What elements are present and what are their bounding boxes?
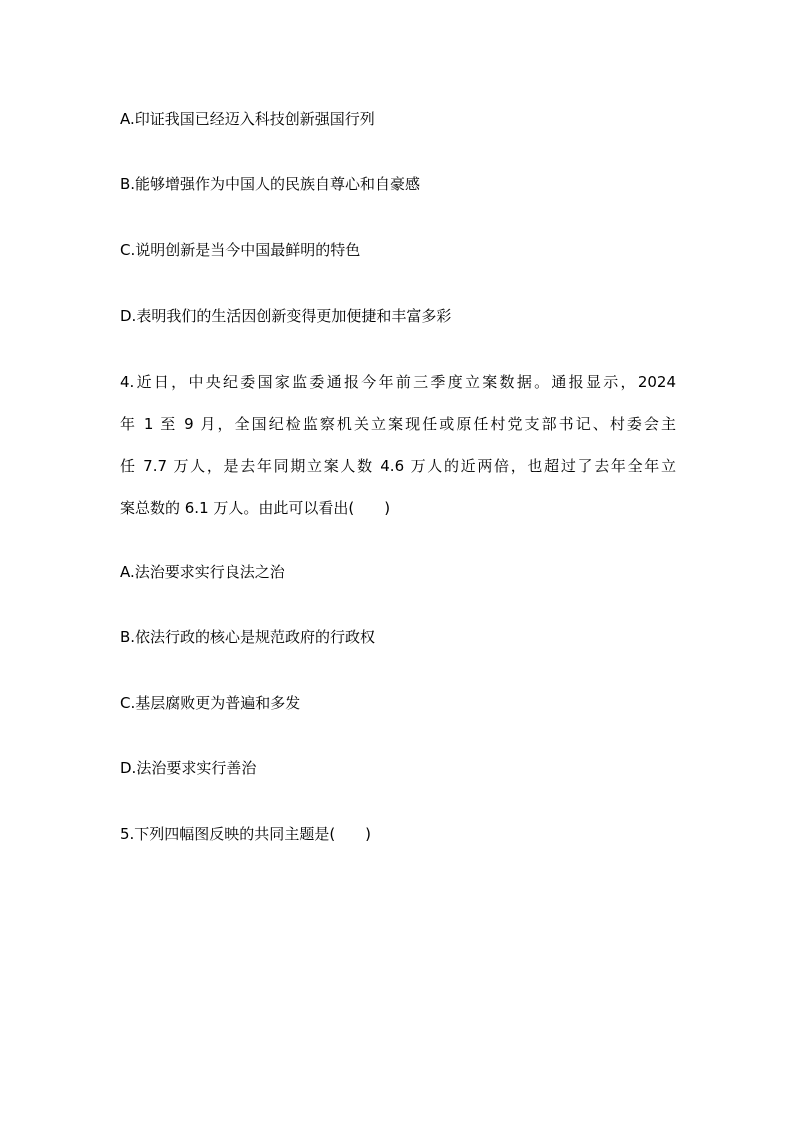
- q4-stem-line-3: 任 7.7 万人，是去年同期立案人数 4.6 万人的近两倍，也超过了去年全年立: [120, 457, 676, 475]
- q4-option-d: D.法治要求实行善治: [120, 759, 257, 777]
- q4-option-b: B.依法行政的核心是规范政府的行政权: [120, 628, 376, 646]
- q3-option-a: A.印证我国已经迈入科技创新强国行列: [120, 110, 375, 128]
- q4-stem-line-1: 4.近日，中央纪委国家监委通报今年前三季度立案数据。通报显示，2024: [120, 373, 676, 391]
- q4-stem-line-4: 案总数的 6.1 万人。由此可以看出( ): [120, 499, 391, 517]
- q3-option-d: D.表明我们的生活因创新变得更加便捷和丰富多彩: [120, 307, 452, 325]
- q3-option-b: B.能够增强作为中国人的民族自尊心和自豪感: [120, 175, 421, 193]
- q4-stem-line-2: 年 1 至 9 月，全国纪检监察机关立案现任或原任村党支部书记、村委会主: [120, 415, 676, 433]
- q3-option-c: C.说明创新是当今中国最鲜明的特色: [120, 241, 361, 259]
- q4-stem: [120, 372, 676, 540]
- q5-stem: 5.下列四幅图反映的共同主题是( ): [120, 825, 372, 843]
- q4-option-c: C.基层腐败更为普遍和多发: [120, 694, 301, 712]
- q4-option-a: A.法治要求实行良法之治: [120, 563, 285, 581]
